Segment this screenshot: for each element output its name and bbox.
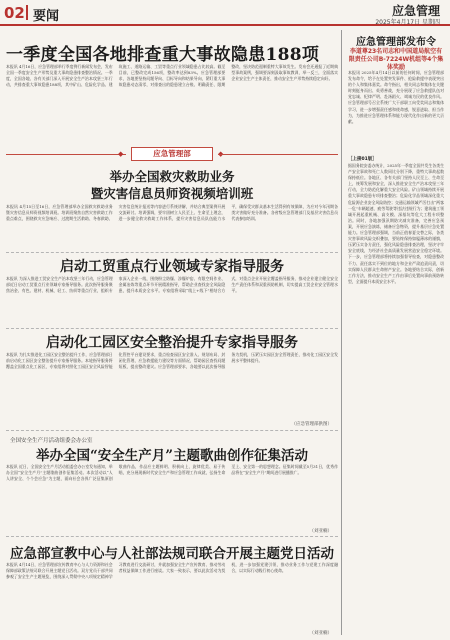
section-band [6,147,338,161]
article2-body: 本报讯 4月15日至16日，应急管理部举办全国救灾救助业务暨灾害信息员师资视频培训班。培训班聚焦自然灾害救助工作重点难点，围绕救灾应急响应、过渡期生活救助、冬春救助、灾害信息统计报送等内容进行系统讲解，并结合典型案例开展交流研讨。培训强调，要牢固树立人民至上、生命至上理念，进一步健全救灾救助工作体系，提升灾害信息员队伍能力水平，确保受灾群众基本生活得到有效保障，为应对今年汛期各类灾害做好充分准备。各省级应急管理部门及基层灾害信息员代表参加培训。 [6,204,338,222]
article4-body: 本报讯 为扎实推进化工园区安全整治提升工作，应急管理部日前启动化工园区安全整治提升专家指导服务。本轮指导服务将覆盖全国重点化工园区，专家组将对照化工园区安全风险智能化管控平台建设要求，重点检查园区安全准入、规划布局、封闭化管理、应急救援能力建设等方面情况，帮助园区查找问题短板，提出整改建议。应急管理部要求，各地要以此次指导服务为契机，压紧压实园区安全管理责任，推动化工园区安全发展水平整体提升。 [6,352,338,370]
article2-title-line1: 举办全国救灾救助业务 [109,169,235,184]
section-name: 要闻 [33,9,60,24]
header-divider [26,5,28,20]
page-number: 02 [4,4,25,22]
band-line-right [218,154,338,155]
sidebar-body: 本报讯 2025年4月14日以前的任何时间，应急管理部发布命令，给予在处置突发事件、抢险救援中表现突出的个人和集体嘉奖。命令指出，相关同志和集体在关键时刻挺身而出、英勇善战，充分展现了应急救援队伍对党忠诚、纪律严明、赴汤蹈火、竭诚为民的优良作风。应急管理部号召全系统广大干部职工向受奖同志和集体学习，进一步增强责任感和使命感，锐意进取、担当作为，为推进应急管理体系和能力现代化作出新的更大贡献。 [348,70,444,124]
article5-title: 举办全国“安全生产月”主题歌曲创作征集活动 [35,448,309,464]
article5-credit: （刘亚楠） [309,529,332,534]
lead-headline: 一季度全国各地排查重大事故隐患188项 [6,45,320,65]
article2-title-line2: 暨灾害信息员师资视频培训班 [90,186,254,201]
article5-body: 本报讯 近日，全国安全生产月活动组委会办公室发布通知，举办全国“安全生产月”主题歌曲创作征集活动。本次活动以“人人讲安全、个个会应急”为主题，面向社会各界广泛征集原创歌曲作品，作品应主题鲜明、积极向上，旋律优美、易于传唱，充分展现新时代安全生产和应急管理工作成就，弘扬生命至上、安全第一的思想理念。征集时间截至5月31日，优秀作品将在“安全生产月”期间进行展播推广。 [6,464,338,482]
sidebar-section-head: ［上接01版］ [348,157,377,162]
divider-2 [6,328,338,329]
article3-body: 本报讯 为深入推进工贸安全生产治本攻坚三年行动，应急管理部近日启动工贸重点行业领域专家指导服务。此次指导服务聚焦冶金、有色、建材、机械、轻工、纺织等重点行业，组织专家深入企业一线，围绕粉尘防爆、涉爆炉窑、有限空间作业、金属冶炼等重点环节开展精准指导，帮助企业查找安全风险隐患，提升本质安全水平。专家组将采取“线上+线下”相结合方式，对重点企业开展全覆盖指导服务，推动企业建立健全安全生产责任体系和双重预防机制，切实提高工贸企业安全管理水平。 [6,276,338,294]
band-label: 应急管理部 [131,147,213,161]
divider-4 [6,536,338,537]
article3-title: 启动工贸重点行业领域专家指导服务 [60,259,284,275]
lead-body: 本报讯 4月16日，应急管理部举行季度例行新闻发布会，发布全国一季度安全生产形势及重大事故隐患排查整治情况。一季度，全国各地、各有关部门深入开展安全生产治本攻坚三年行动，共排查重大事故隐患188项，其中矿山、危险化学品、建筑施工、道路运输、工贸等重点行业领域隐患占比较高。截至目前，已整改完成156项，整改率达到83%。应急管理部要求，各地要坚持问题导向、目标导向和结果导向，紧盯重大事故隐患动态清零，对排查出的隐患建立台账、明确责任、限期整改，坚决防范遏制重特大事故发生。发布会还通报了近期典型事故案例，强调要深刻汲取事故教训，举一反三，全面落实企业安全生产主体责任，推动安全生产形势持续稳定向好。 [6,64,338,88]
paper-name: 应急管理 [391,4,440,18]
issue-date: 2025年4月17日 星期四 [375,19,440,26]
article6-body: 本报讯 4月14日，应急管理部宣传教育中心与人力资源和社会保障部政策法规司联合开展主题党日活动。双方党员干部共同参观了安全生产主题展览，围绕深入贯彻中央八项规定精神学习教育进行交流研讨，并就加强安全生产宣传教育、推动劳动者权益保障工作进行座谈。大家一致表示，要以此次活动为契机，进一步加强党建引领，推动业务工作与党建工作深度融合，以实际行动践行初心使命。 [6,562,338,580]
article6-credit: （刘亚楠） [309,631,332,636]
page-header [0,0,450,26]
sidebar-title: 应急管理部发布令 [356,37,436,48]
band-line-left [6,154,126,155]
divider-3 [6,430,338,431]
article6-title: 应急部宣教中心与人社部法规司联合开展主题党日活动 [10,546,334,562]
column-divider [341,30,342,635]
article4-title: 启动化工园区安全整治提升专家指导服务 [46,335,298,351]
band-ornament-left-icon: ◆ [118,150,124,158]
sidebar-body-2: 据国务院安委办统计，2025年一季度全国共发生各类生产安全事故和死亡人数同比分别下降，重特大事故起数保持低位。各地区、各有关部门坚持人民至上、生命至上，统筹发展和安全，深入推进安全生产治本攻坚三年行动，全力防范化解重大安全风险。矿山领域持续开展重大事故隐患专项排查整治；危险化学品领域深化重大危险源企业安全风险防控；交通运输领域严厉打击“两客一危”车辆超速、疲劳驾驶等违法违规行为；建筑施工领域开展起重机械、高支模、深基坑等危大工程专项整治。同时，各地加强汛期防灾减灾准备，完善应急预案，开展应急演练，储备应急物资，提升基层应急处置能力。应急管理部强调，当前正值春夏交替之际，各类灾害事故风险交织叠加，要始终保持如履薄冰的谨慎，压紧压实各方责任，强化风险隐患排查治理，坚决守牢安全底线，为经济社会高质量发展营造安全稳定环境。下一步，应急管理部将持续加强督导检查，对隐患整改不力、责任落实不到位的地方和企业严肃追责问责，切实保障人民群众生命财产安全。各地要结合实际，创新工作方法，推动安全生产工作由事后处置向事前预防转型，全面提升本质安全水平。 [348,163,444,284]
article4-credit: （应急管理部供图） [291,422,332,427]
sidebar-subtitle: 李道尊23名司志和中国道局航空有限责任公司B-7224W机组等4个集体奖励 [348,48,444,71]
article5-kicker: 全国安全生产月活动组委会办公室 [10,438,93,444]
divider-1 [6,252,338,253]
